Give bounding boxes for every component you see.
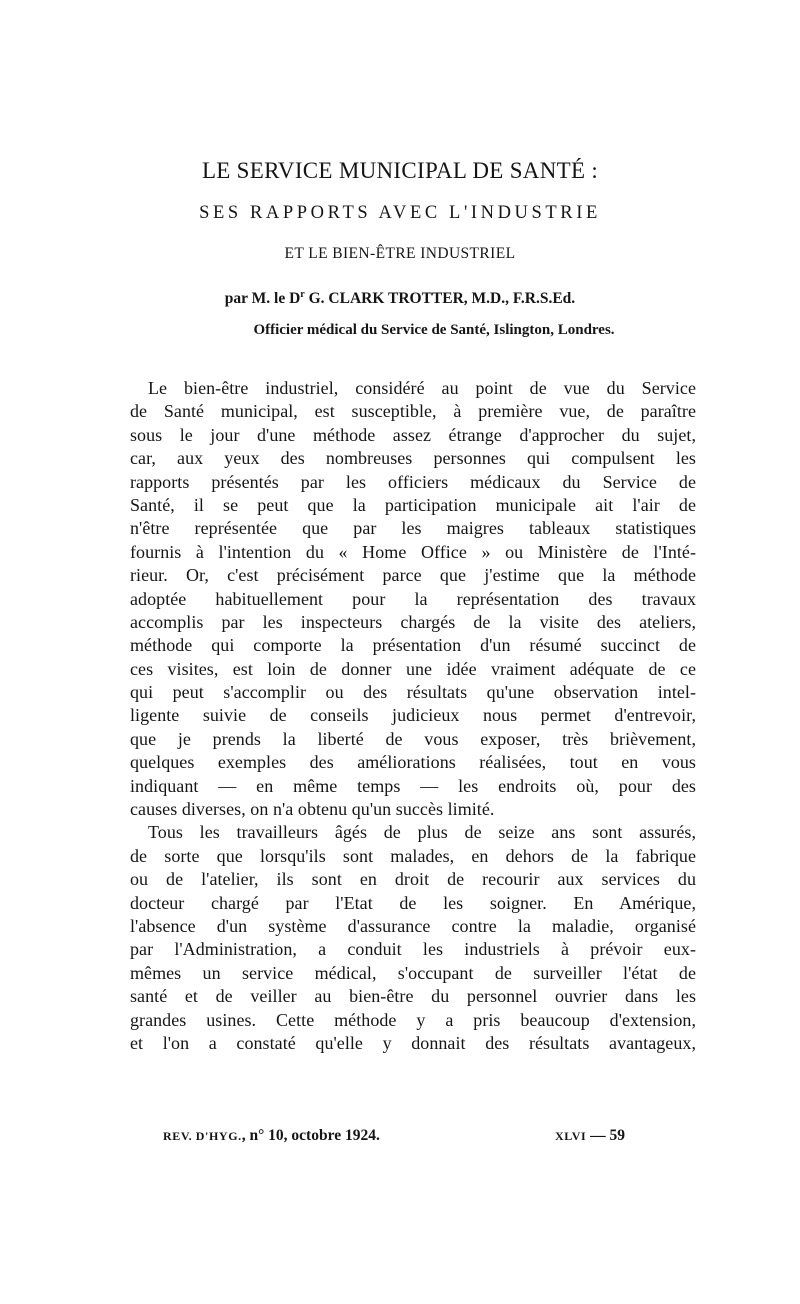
body-line: par l'Administration, a conduit les industriels à prévoir eux- — [130, 939, 696, 960]
body-line: indiquant — en même temps — les endroits où, pour des — [130, 775, 696, 796]
body-line: causes diverses, on n'a obtenu qu'un succès limité. — [130, 799, 495, 820]
body-line: ces visites, est loin de donner une idée vraiment adéquate de ce — [130, 658, 696, 679]
body-line: de sorte que lorsqu'ils sont malades, en dehors de la fabrique — [130, 845, 696, 866]
body-line: adoptée habituellement pour la représentation des travaux — [130, 588, 696, 609]
journal-abbreviation: REV. D'HYG. — [163, 1129, 242, 1143]
body-line: sous le jour d'une méthode assez étrange d'approcher du sujet, — [130, 424, 696, 445]
body-line: que je prends la liberté de vous exposer, très brièvement, — [130, 728, 696, 749]
article-subtitle-continued: ET LE BIEN-ÊTRE INDUSTRIEL — [284, 245, 516, 262]
body-line: qui peut s'accomplir ou des résultats qu'une observation intel- — [130, 682, 696, 703]
author-byline — [0, 289, 800, 308]
body-line: grandes usines. Cette méthode y a pris beaucoup d'extension, — [130, 1009, 696, 1030]
body-line: Le bien-être industriel, considéré au point de vue du Service — [148, 378, 696, 398]
journal-reference — [163, 1127, 380, 1145]
article-title: LE SERVICE MUNICIPAL DE SANTÉ : — [201, 158, 599, 183]
body-line: quelques exemples des améliorations réalisées, tout en vous — [130, 752, 696, 773]
body-line: ou de l'atelier, ils sont en droit de recourir aux services du — [130, 869, 696, 890]
article-body — [130, 377, 696, 1055]
body-line: car, aux yeux des nombreuses personnes qui compulsent les — [130, 448, 696, 469]
body-line: santé et de veiller au bien-être du personnel ouvrier dans les — [130, 986, 696, 1007]
body-line: Santé, il se peut que la participation municipale ait l'air de — [130, 494, 696, 515]
author-name: G. CLARK TROTTER, M.D., F.R.S.Ed. — [304, 290, 576, 308]
journal-issue: , n° 10, octobre 1924. — [241, 1127, 380, 1144]
body-line: méthode qui comporte la présentation d'un résumé succinct de — [130, 635, 696, 656]
body-line: et l'on a constaté qu'elle y donnait des résultats avantageux, — [130, 1032, 696, 1053]
body-line: n'être représentée que par les maigres tableaux statistiques — [130, 518, 696, 539]
page-footer — [163, 1127, 625, 1145]
author-affiliation: Officier médical du Service de Santé, Islington, Londres. — [253, 322, 615, 338]
body-line: fournis à l'intention du « Home Office » ou Ministère de l'Inté- — [130, 541, 696, 562]
author-prefix: par M. le D — [224, 290, 301, 308]
volume-number: XLVI — [554, 1129, 587, 1143]
page-number — [555, 1127, 625, 1145]
body-line: rieur. Or, c'est précisément parce que j'estime que la méthode — [130, 565, 696, 586]
body-line: mêmes un service médical, s'occupant de surveiller l'état de — [130, 962, 696, 983]
author-title-superscript: r — [300, 289, 305, 300]
body-line: de Santé municipal, est susceptible, à première vue, de paraître — [130, 401, 696, 422]
body-line: ligente suivie de conseils judicieux nous permet d'entrevoir, — [130, 705, 696, 726]
body-line: l'absence d'un système d'assurance contre la maladie, organisé — [130, 915, 696, 936]
body-line: docteur chargé par l'Etat de les soigner. En Amérique, — [130, 892, 696, 913]
article-subtitle: SES RAPPORTS AVEC L'INDUSTRIE — [199, 203, 601, 223]
body-line: accomplis par les inspecteurs chargés de la visite des ateliers, — [130, 611, 696, 632]
body-line: rapports présentés par les officiers médicaux du Service de — [130, 471, 696, 492]
page-number-value: — 59 — [586, 1127, 625, 1144]
body-line: Tous les travailleurs âgés de plus de seize ans sont assurés, — [148, 822, 696, 843]
